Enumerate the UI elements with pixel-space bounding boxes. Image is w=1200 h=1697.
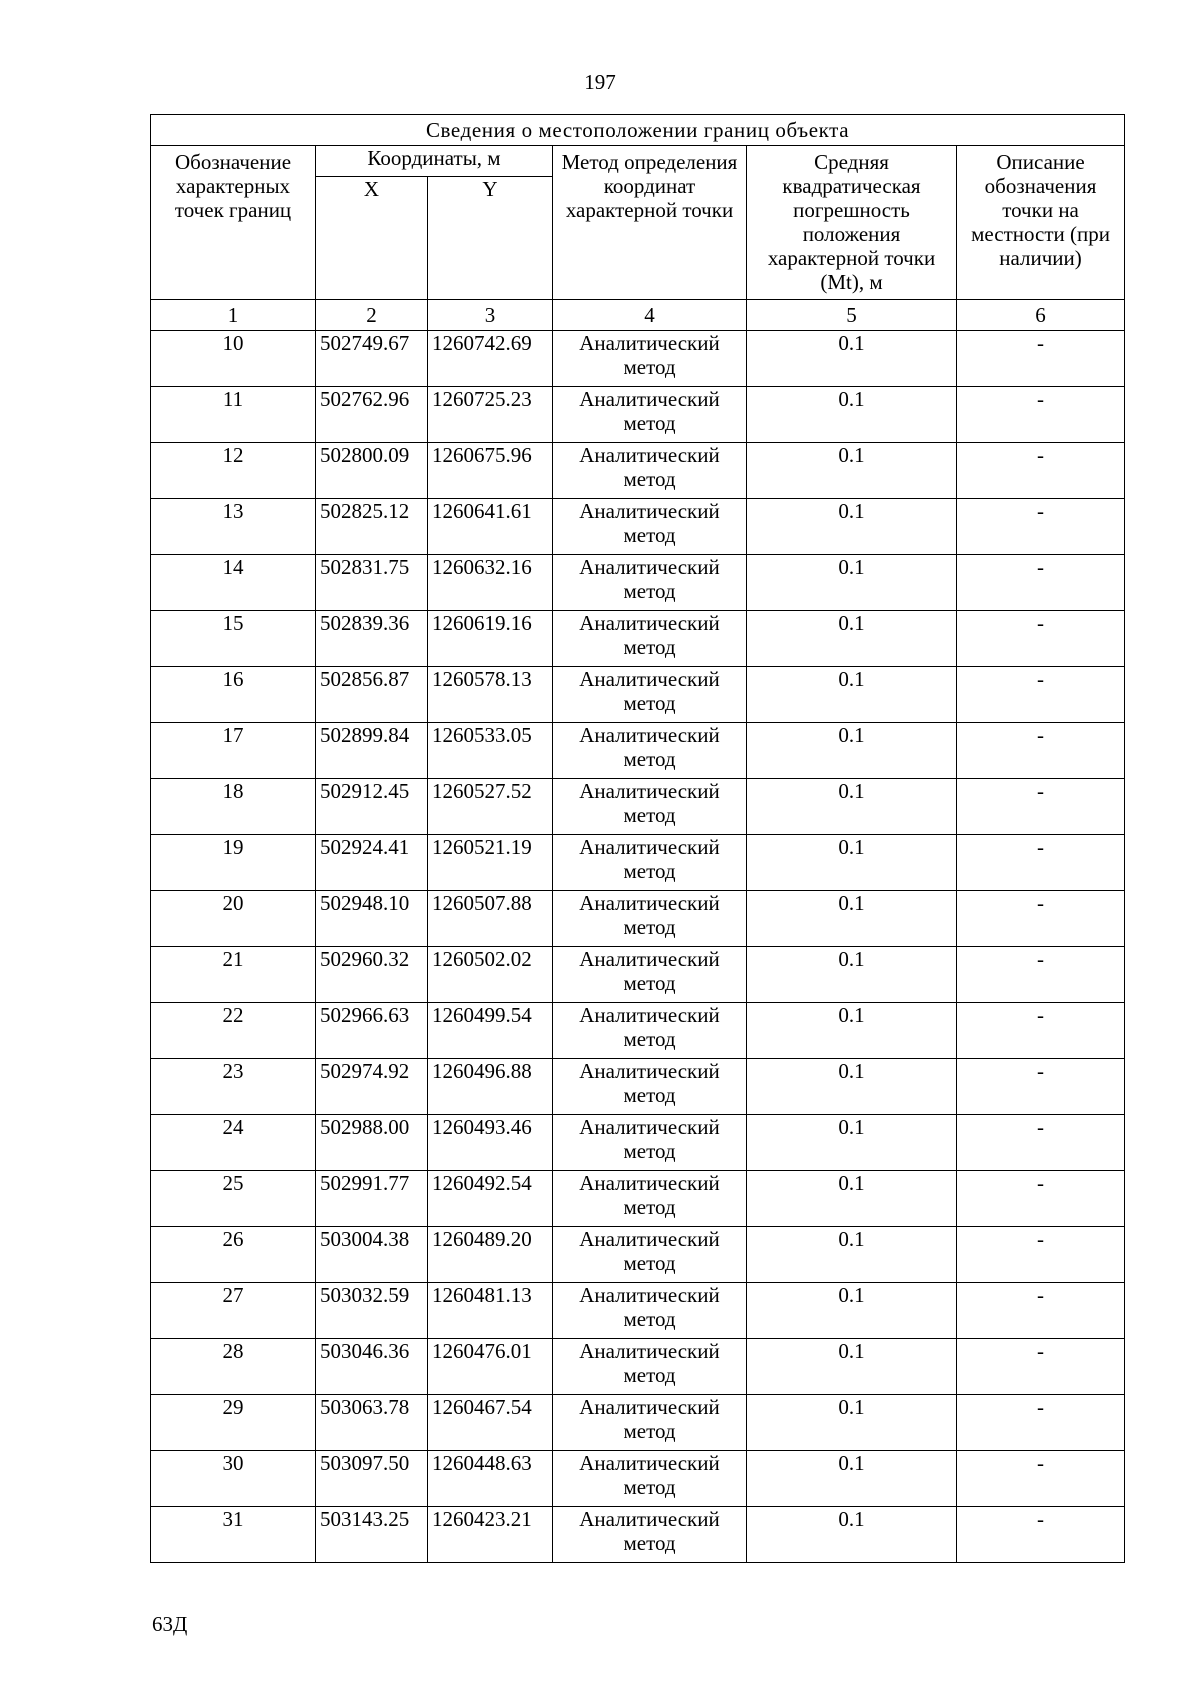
cell-method: Аналитический метод [553,947,747,1003]
cell-y: 1260502.02 [428,947,553,1003]
cell-point: 28 [151,1339,316,1395]
cell-y: 1260521.19 [428,835,553,891]
cell-accuracy: 0.1 [747,1115,957,1171]
cell-method: Аналитический метод [553,835,747,891]
column-number: 6 [957,300,1125,331]
cell-accuracy: 0.1 [747,1003,957,1059]
cell-accuracy: 0.1 [747,331,957,387]
cell-y: 1260619.16 [428,611,553,667]
page-number: 197 [584,70,616,94]
cell-point: 30 [151,1451,316,1507]
cell-y: 1260578.13 [428,667,553,723]
table-row [151,1171,1125,1227]
cell-x: 503004.38 [316,1227,428,1283]
cell-y: 1260675.96 [428,443,553,499]
cell-x: 503097.50 [316,1451,428,1507]
cell-accuracy: 0.1 [747,1395,957,1451]
cell-point: 25 [151,1171,316,1227]
cell-point: 12 [151,443,316,499]
cell-point: 22 [151,1003,316,1059]
column-numbers-row [151,300,1125,331]
cell-point: 16 [151,667,316,723]
cell-description: - [957,1339,1125,1395]
cell-accuracy: 0.1 [747,1507,957,1563]
cell-method: Аналитический метод [553,387,747,443]
table-row [151,667,1125,723]
cell-y: 1260533.05 [428,723,553,779]
cell-accuracy: 0.1 [747,387,957,443]
cell-method: Аналитический метод [553,779,747,835]
table-row [151,1283,1125,1339]
table-title: Сведения о местоположении границ объекта [151,115,1125,146]
cell-accuracy: 0.1 [747,667,957,723]
cell-y: 1260742.69 [428,331,553,387]
cell-method: Аналитический метод [553,1003,747,1059]
cell-point: 19 [151,835,316,891]
cell-accuracy: 0.1 [747,1227,957,1283]
cell-y: 1260493.46 [428,1115,553,1171]
cell-description: - [957,387,1125,443]
cell-method: Аналитический метод [553,891,747,947]
cell-method: Аналитический метод [553,1115,747,1171]
cell-point: 13 [151,499,316,555]
table-row [151,611,1125,667]
cell-x: 502924.41 [316,835,428,891]
cell-description: - [957,779,1125,835]
cell-point: 29 [151,1395,316,1451]
cell-accuracy: 0.1 [747,611,957,667]
cell-method: Аналитический метод [553,1283,747,1339]
cell-point: 14 [151,555,316,611]
cell-y: 1260725.23 [428,387,553,443]
table-row [151,947,1125,1003]
cell-x: 503032.59 [316,1283,428,1339]
cell-method: Аналитический метод [553,331,747,387]
column-number: 1 [151,300,316,331]
cell-method: Аналитический метод [553,1395,747,1451]
table-row [151,443,1125,499]
cell-method: Аналитический метод [553,555,747,611]
header-description: Описание обозначения точки на местности (при наличии) [957,146,1125,300]
cell-point: 20 [151,891,316,947]
table-row [151,1451,1125,1507]
cell-point: 31 [151,1507,316,1563]
cell-point: 23 [151,1059,316,1115]
table-row [151,1003,1125,1059]
cell-point: 11 [151,387,316,443]
document-code: 63Д [152,1612,188,1636]
cell-accuracy: 0.1 [747,891,957,947]
cell-description: - [957,891,1125,947]
table-row [151,835,1125,891]
cell-method: Аналитический метод [553,1227,747,1283]
table-row [151,1339,1125,1395]
cell-accuracy: 0.1 [747,443,957,499]
column-number: 3 [428,300,553,331]
cell-accuracy: 0.1 [747,1451,957,1507]
table-row [151,331,1125,387]
cell-description: - [957,723,1125,779]
cell-description: - [957,611,1125,667]
cell-x: 502899.84 [316,723,428,779]
table-row [151,1059,1125,1115]
table-row [151,1507,1125,1563]
cell-method: Аналитический метод [553,611,747,667]
cell-y: 1260499.54 [428,1003,553,1059]
cell-x: 502974.92 [316,1059,428,1115]
cell-method: Аналитический метод [553,1171,747,1227]
cell-x: 502948.10 [316,891,428,947]
header-point: Обозначение характерных точек границ [151,146,316,300]
cell-description: - [957,1395,1125,1451]
cell-description: - [957,1059,1125,1115]
cell-x: 503046.36 [316,1339,428,1395]
cell-x: 502749.67 [316,331,428,387]
cell-accuracy: 0.1 [747,1339,957,1395]
cell-description: - [957,1003,1125,1059]
boundary-coordinates-table [150,114,1125,1563]
cell-description: - [957,667,1125,723]
cell-point: 15 [151,611,316,667]
cell-method: Аналитический метод [553,499,747,555]
cell-accuracy: 0.1 [747,1283,957,1339]
table-row [151,779,1125,835]
cell-x: 502988.00 [316,1115,428,1171]
cell-x: 502800.09 [316,443,428,499]
cell-x: 502831.75 [316,555,428,611]
cell-description: - [957,331,1125,387]
cell-x: 502762.96 [316,387,428,443]
cell-method: Аналитический метод [553,667,747,723]
header-coords: Координаты, м [316,146,553,177]
cell-description: - [957,947,1125,1003]
cell-point: 17 [151,723,316,779]
cell-description: - [957,1451,1125,1507]
cell-y: 1260632.16 [428,555,553,611]
cell-y: 1260467.54 [428,1395,553,1451]
cell-x: 502839.36 [316,611,428,667]
cell-x: 502966.63 [316,1003,428,1059]
cell-x: 502856.87 [316,667,428,723]
cell-method: Аналитический метод [553,1339,747,1395]
cell-y: 1260527.52 [428,779,553,835]
cell-y: 1260481.13 [428,1283,553,1339]
cell-description: - [957,1227,1125,1283]
cell-accuracy: 0.1 [747,555,957,611]
cell-method: Аналитический метод [553,443,747,499]
table-row [151,555,1125,611]
table-row [151,891,1125,947]
cell-y: 1260489.20 [428,1227,553,1283]
cell-description: - [957,443,1125,499]
cell-description: - [957,1283,1125,1339]
cell-x: 503063.78 [316,1395,428,1451]
column-number: 4 [553,300,747,331]
cell-method: Аналитический метод [553,1451,747,1507]
table-row [151,723,1125,779]
cell-accuracy: 0.1 [747,1171,957,1227]
cell-x: 502960.32 [316,947,428,1003]
cell-description: - [957,555,1125,611]
cell-y: 1260496.88 [428,1059,553,1115]
cell-y: 1260507.88 [428,891,553,947]
cell-point: 18 [151,779,316,835]
column-number: 5 [747,300,957,331]
cell-method: Аналитический метод [553,1059,747,1115]
cell-point: 26 [151,1227,316,1283]
cell-y: 1260476.01 [428,1339,553,1395]
cell-accuracy: 0.1 [747,499,957,555]
cell-x: 502991.77 [316,1171,428,1227]
cell-accuracy: 0.1 [747,947,957,1003]
cell-accuracy: 0.1 [747,835,957,891]
table-row [151,1395,1125,1451]
column-number: 2 [316,300,428,331]
cell-accuracy: 0.1 [747,723,957,779]
header-x: X [316,177,428,300]
cell-accuracy: 0.1 [747,779,957,835]
cell-y: 1260641.61 [428,499,553,555]
cell-description: - [957,1507,1125,1563]
cell-description: - [957,1115,1125,1171]
header-method: Метод определения координат характерной точки [553,146,747,300]
cell-y: 1260423.21 [428,1507,553,1563]
cell-y: 1260448.63 [428,1451,553,1507]
cell-description: - [957,835,1125,891]
cell-x: 503143.25 [316,1507,428,1563]
cell-point: 21 [151,947,316,1003]
cell-x: 502912.45 [316,779,428,835]
table-row [151,1227,1125,1283]
cell-accuracy: 0.1 [747,1059,957,1115]
cell-method: Аналитический метод [553,1507,747,1563]
cell-point: 10 [151,331,316,387]
cell-point: 24 [151,1115,316,1171]
cell-x: 502825.12 [316,499,428,555]
table-row [151,387,1125,443]
cell-point: 27 [151,1283,316,1339]
cell-method: Аналитический метод [553,723,747,779]
cell-description: - [957,499,1125,555]
cell-y: 1260492.54 [428,1171,553,1227]
table-row [151,499,1125,555]
header-y: Y [428,177,553,300]
cell-description: - [957,1171,1125,1227]
table-row [151,1115,1125,1171]
table-body [151,331,1125,1563]
header-accuracy: Средняя квадратическая погрешность положения характерной точки (Mt), м [747,146,957,300]
